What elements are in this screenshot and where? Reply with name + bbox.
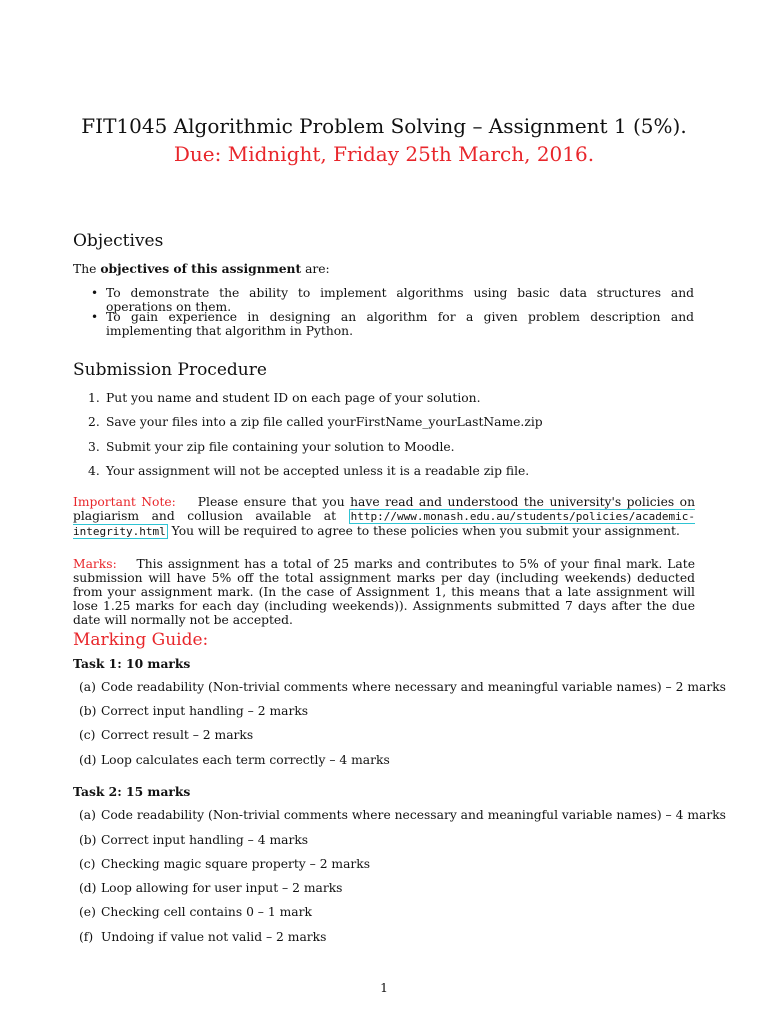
item-text: Checking cell contains 0 – 1 mark [101, 905, 312, 919]
objective-item: To gain experience in designing an algorithm for a given problem description and implementing that algorithm in Python. [106, 310, 694, 338]
marking-guide-heading: Marking Guide: [73, 630, 209, 650]
step-number: 2. [88, 415, 100, 429]
step-text: Your assignment will not be accepted unless it is a readable zip file. [106, 464, 530, 478]
page-number: 1 [380, 981, 388, 995]
item-label: (b) [79, 704, 97, 718]
item-text: Loop allowing for user input – 2 marks [101, 881, 343, 895]
item-text: Code readability (Non-trivial comments where necessary and meaningful variable names) – 2 marks [101, 680, 726, 694]
step-text: Put you name and student ID on each page of your solution. [106, 391, 481, 405]
item-text: Checking magic square property – 2 marks [101, 857, 371, 871]
step-number: 3. [88, 440, 100, 454]
important-note: Important Note: Please ensure that you have read and understood the university's policies on plagiarism and collusion available at http://www.monash.edu.au/students/policies/academic-integrity.html You will be required to agree to these policies when you submit your assignment. [73, 495, 695, 538]
task-2-heading: Task 2: 15 marks [73, 784, 191, 799]
item-label: (c) [79, 728, 96, 742]
item-text: Correct input handling – 2 marks [101, 704, 309, 718]
item-label: (d) [79, 753, 97, 767]
marks-note: Marks: This assignment has a total of 25 marks and contributes to 5% of your final mark. Late submission will have 5% off the total assignment marks per day (including weekends) deducted from your assignment mark. (In the case of Assignment 1, this means that a late assignment will lose 1.25 marks for each day (including weekends)). Assignments submitted 7 days after the due date will normally not be accepted. [73, 557, 695, 627]
item-label: (f) [79, 930, 94, 944]
item-text: Code readability (Non-trivial comments where necessary and meaningful variable names) – 4 marks [101, 808, 726, 822]
objectives-intro: The objectives of this assignment are: [73, 261, 330, 276]
objectives-intro-bold: objectives of this assignment [100, 261, 302, 276]
bullet-icon: • [91, 310, 99, 324]
academic-integrity-link[interactable]: http://www.monash.edu.au/students/policies/academic-integrity.html [73, 510, 695, 538]
task-1-heading: Task 1: 10 marks [73, 656, 191, 671]
item-label: (b) [79, 833, 97, 847]
item-text: Loop calculates each term correctly – 4 marks [101, 753, 390, 767]
step-number: 4. [88, 464, 100, 478]
step-text: Save your files into a zip file called yourFirstName_yourLastName.zip [106, 415, 543, 429]
objective-item: To demonstrate the ability to implement algorithms using basic data structures and operations on them. [106, 286, 694, 314]
item-label: (d) [79, 881, 97, 895]
item-text: Undoing if value not valid – 2 marks [101, 930, 327, 944]
item-label: (a) [79, 680, 96, 694]
item-label: (e) [79, 905, 96, 919]
submission-heading: Submission Procedure [73, 360, 267, 380]
objectives-heading: Objectives [73, 231, 164, 251]
bullet-icon: • [91, 286, 99, 300]
item-text: Correct result – 2 marks [101, 728, 254, 742]
page-title: FIT1045 Algorithmic Problem Solving – Assignment 1 (5%). [81, 114, 687, 138]
item-label: (a) [79, 808, 96, 822]
step-number: 1. [88, 391, 100, 405]
due-date: Due: Midnight, Friday 25th March, 2016. [173, 142, 595, 166]
item-label: (c) [79, 857, 96, 871]
marks-label: Marks: [73, 557, 117, 571]
item-text: Correct input handling – 4 marks [101, 833, 309, 847]
step-text: Submit your zip file containing your solution to Moodle. [106, 440, 455, 454]
important-note-label: Important Note: [73, 495, 176, 509]
